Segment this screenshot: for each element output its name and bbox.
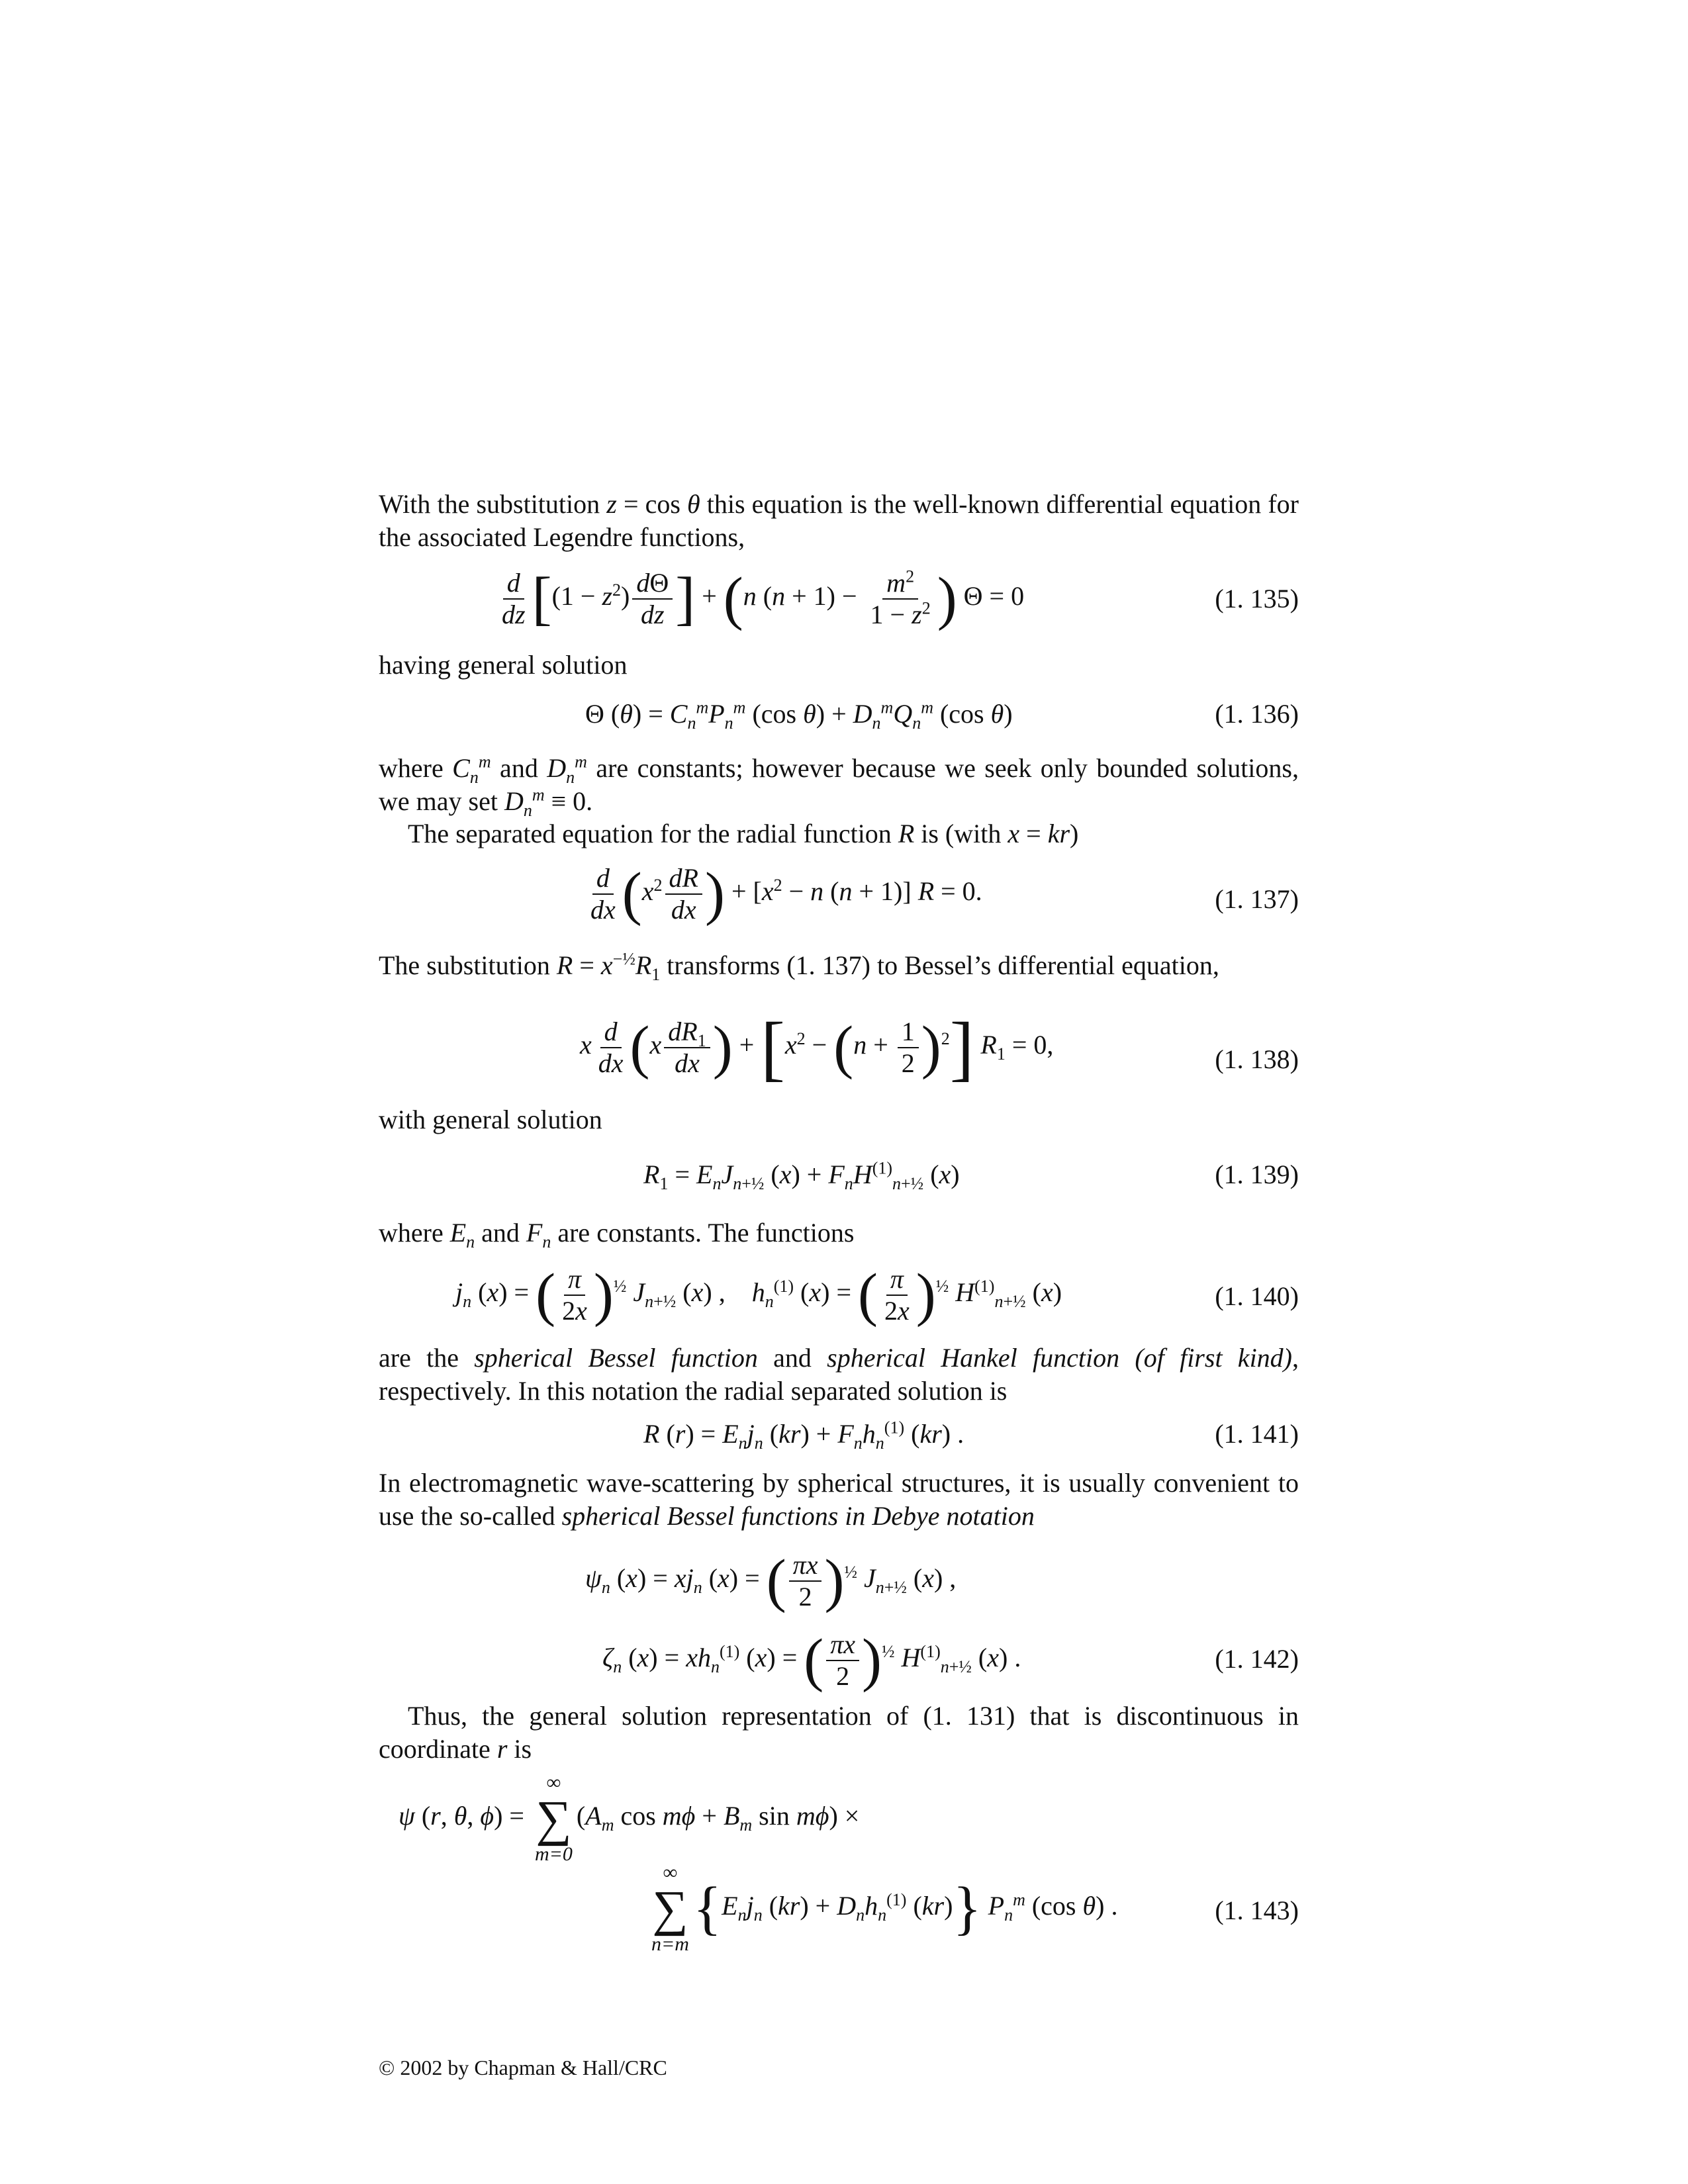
equation-1-142-line-1: $\psi_n$ $(x) = xj_n$ (x) = ( $\frac{\pi x}{2}$ )$^{\frac{1}{2}}$ $J_{n+\frac{1}{2}}$ (x) , [585,1548,957,1614]
paragraph-spherical-functions: are the spherical Bessel function and spherical Hankel function (of first kind), respectively. In this notation the radial separated solution is [379,1343,1299,1406]
paragraph-constants: where $C_n^m$ and $D_n^m$ are constants; however because we seek only bounded solutions, we may set $D_n^m \equiv 0$. [379,752,1299,820]
equation-1-137: $\frac{d}{dx}$ ($x^2$ $\frac{dR}{dx}$ ) + [$x^2 - n$ (n + 1)] R = 0. [590,861,982,927]
equation-1-140: $j_n$ (x) = ( $\frac{\pi}{2x}$ )$^{\frac{1}{2}}$ $J_{n+\frac{1}{2}}$ (x) , $h_n^{(1)}$ (x) = ( $\frac{\pi}{2x}$ )$^{\frac{1}{2}}$ $H^{(1)}_{n+\frac{1}{2}}$ (x) [455,1262,1062,1328]
paragraph-functions: where $E_n$ and $F_n$ are constants. The functions [379,1218,855,1251]
equation-number-1-135: (1. 135) [1215,584,1299,614]
paragraph-radial: The separated equation for the radial function R is (with x = kr) [408,819,1079,848]
equation-1-143-line-2: ∞ ∑ n=m {$E_nj_n$ $(kr) + D_nh_n^{(1)}$ (kr)} $P_n^m$ (cos θ) . [651,1862,1118,1955]
equation-1-143-line-1: ψ (r, θ, ϕ) = ∞ ∑ m=0 ($A_m$ $\cos m\phi + B_m$ sin mϕ) × [399,1772,860,1865]
paragraph-substitution: With the substitution z = cos θ this equation is the well-known differential equation for the associated Legendre functions, [379,489,1299,552]
equation-1-141: R $(r) = E_nj_n$ $(kr) + F_nh_n^{(1)}$ (kr) . [643,1418,964,1453]
equation-number-1-139: (1. 139) [1215,1160,1299,1189]
equation-1-135: $\frac{d}{dz}$ [$(1 - z^2)$ $\frac{d\Theta}{dz}$ ] + (n (n + 1) − $\frac{m^2}{1 - z^2}$ ) Θ = 0 [502,566,1025,631]
equation-1-142-line-2: $\zeta_n$ $(x) = xh_n^{(1)}$ (x) = ( $\frac{\pi x}{2}$ )$^{\frac{1}{2}}$ $H^{(1)}_{n+\frac{1}{2}}$ (x) . [602,1627,1021,1693]
equation-number-1-138: (1. 138) [1215,1044,1299,1074]
paragraph-bessel-substitution: The substitution $R = x^{-\frac{1}{2}}R_1$ transforms (1. 137) to Bessel’s differential equation, [379,949,1219,984]
paragraph-debye: In electromagnetic wave-scattering by spherical structures, it is usually convenient to use the so-called spherical Bessel functions in Debye notation [379,1468,1299,1531]
paragraph-general-representation: Thus, the general solution representation of (1. 131) that is discontinuous in coordinate r is [379,1701,1299,1764]
paragraph-with-general-solution: with general solution [379,1105,602,1134]
equation-number-1-137: (1. 137) [1215,884,1299,914]
equation-1-138: x $\frac{d}{dx}$ (x $\frac{dR_1}{dx}$ ) + [$x^2 - (n$ + $\frac{1}{2}$ )$^2$] $R_1 = 0$, [580,1007,1054,1088]
equation-number-1-136: (1. 136) [1215,699,1299,729]
equation-number-1-142: (1. 142) [1215,1644,1299,1674]
paragraph-general-solution: having general solution [379,650,628,680]
equation-1-136: Θ $(\theta) = C_n^mP_n^m$ (cos $\theta) + D_n^mQ_n^m$ (cos θ) [585,698,1013,733]
equation-number-1-143: (1. 143) [1215,1895,1299,1925]
equation-1-139: $R_1 = E_nJ_{n+\frac{1}{2}}$ $(x) + F_nH^{(1)}_{n+\frac{1}{2}}$ (x) [643,1158,960,1193]
equation-number-1-141: (1. 141) [1215,1419,1299,1449]
copyright-footer: © 2002 by Chapman & Hall/CRC [379,2056,667,2079]
equation-number-1-140: (1. 140) [1215,1281,1299,1311]
